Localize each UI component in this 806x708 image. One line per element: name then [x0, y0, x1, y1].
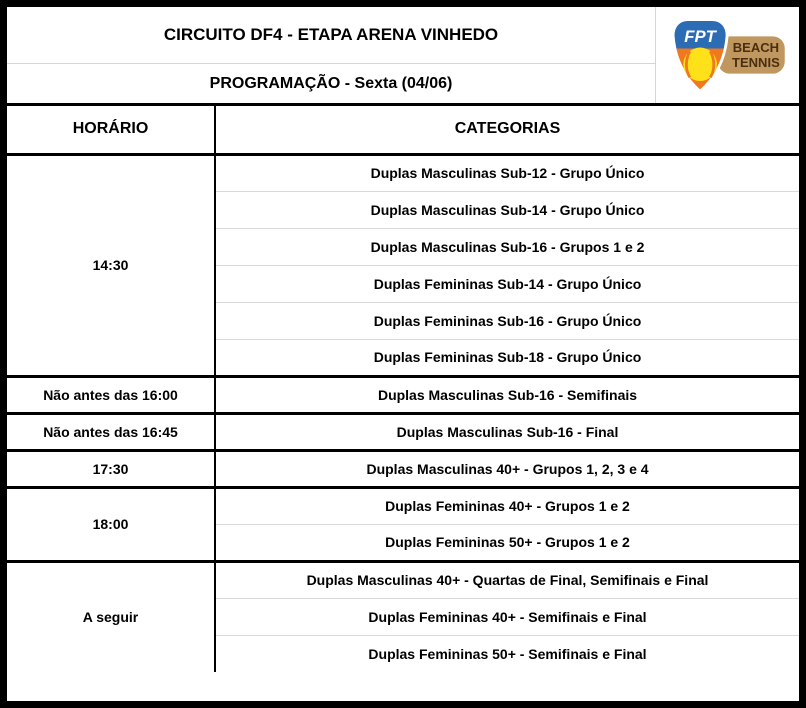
sheet-header — [7, 7, 799, 106]
time-cell: 14:30 — [7, 154, 215, 376]
table-row — [7, 561, 799, 598]
category-cell: Duplas Femininas 40+ - Grupos 1 e 2 — [215, 487, 799, 524]
table-row — [7, 376, 799, 413]
table-row — [7, 450, 799, 487]
category-cell: Duplas Femininas Sub-16 - Grupo Único — [215, 302, 799, 339]
table-row — [7, 487, 799, 524]
time-cell: Não antes das 16:45 — [7, 413, 215, 450]
horario-column-header: HORÁRIO — [7, 106, 215, 154]
category-cell: Duplas Femininas 50+ - Grupos 1 e 2 — [215, 524, 799, 561]
category-cell: Duplas Masculinas Sub-16 - Grupos 1 e 2 — [215, 228, 799, 265]
category-cell: Duplas Masculinas 40+ - Quartas de Final, Semifinais e Final — [215, 561, 799, 598]
schedule-table — [7, 106, 799, 672]
time-cell: 18:00 — [7, 487, 215, 561]
table-row — [7, 413, 799, 450]
category-cell: Duplas Femininas 50+ - Semifinais e Final — [215, 635, 799, 672]
tennis-label: TENNIS — [731, 55, 780, 71]
logo-cell — [655, 7, 799, 103]
category-cell: Duplas Masculinas Sub-16 - Final — [215, 413, 799, 450]
category-cell: Duplas Masculinas 40+ - Grupos 1, 2, 3 e 4 — [215, 450, 799, 487]
table-header-row — [7, 106, 799, 154]
category-cell: Duplas Femininas 40+ - Semifinais e Final — [215, 598, 799, 635]
time-cell: Não antes das 16:00 — [7, 376, 215, 413]
category-cell: Duplas Masculinas Sub-14 - Grupo Único — [215, 191, 799, 228]
beach-label: BEACH — [732, 40, 779, 56]
time-cell: 17:30 — [7, 450, 215, 487]
category-cell: Duplas Masculinas Sub-16 - Semifinais — [215, 376, 799, 413]
table-row — [7, 154, 799, 191]
categorias-column-header: CATEGORIAS — [215, 106, 799, 154]
fpt-acronym: FPT — [683, 26, 716, 46]
time-cell: A seguir — [7, 561, 215, 672]
category-cell: Duplas Femininas Sub-18 - Grupo Único — [215, 339, 799, 376]
fpt-beach-tennis-logo — [666, 15, 790, 95]
event-title: CIRCUITO DF4 - ETAPA ARENA VINHEDO — [7, 7, 655, 64]
category-cell: Duplas Femininas Sub-14 - Grupo Único — [215, 265, 799, 302]
schedule-subtitle: PROGRAMAÇÃO - Sexta (04/06) — [209, 74, 453, 92]
category-cell: Duplas Masculinas Sub-12 - Grupo Único — [370, 165, 645, 181]
